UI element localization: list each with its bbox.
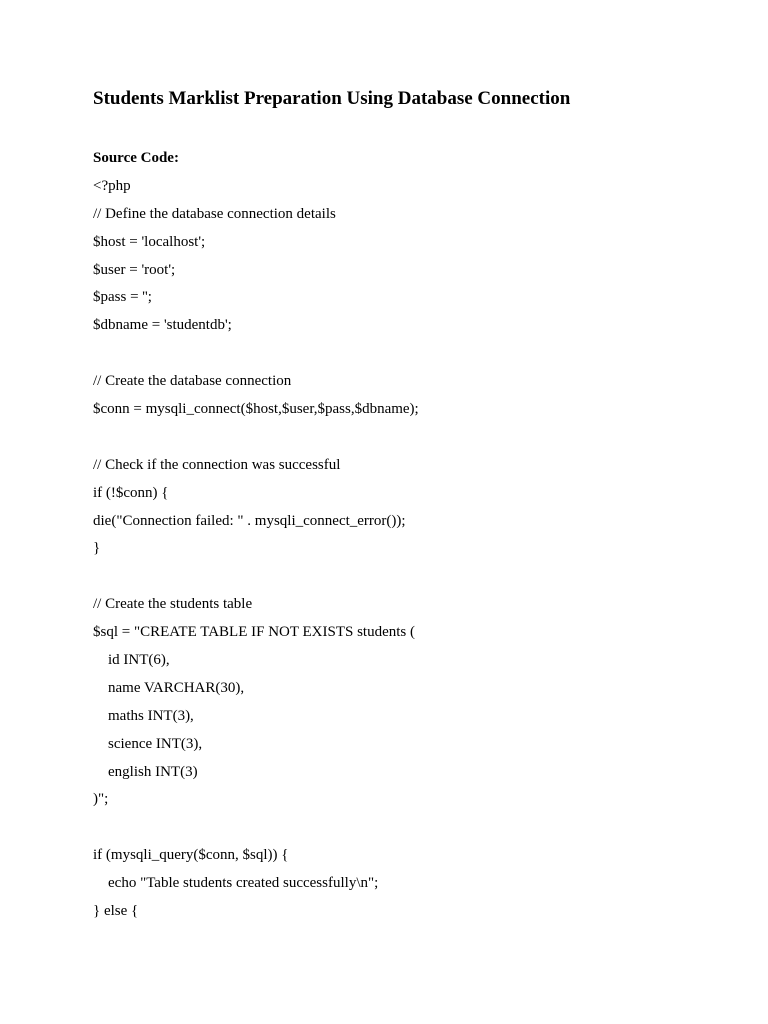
code-line: id INT(6),	[93, 652, 170, 669]
code-line: // Check if the connection was successful	[93, 456, 341, 473]
code-line	[93, 424, 733, 452]
code-line	[93, 814, 733, 842]
code-line: name VARCHAR(30),	[93, 679, 245, 696]
code-line: $conn = mysqli_connect($host,$user,$pass,$dbname);	[93, 401, 419, 418]
code-line: echo "Table students created successfully\n";	[93, 875, 379, 892]
code-line: $sql = "CREATE TABLE IF NOT EXISTS students (	[93, 624, 416, 641]
code-line: $pass = '';	[93, 289, 152, 306]
source-code-block	[93, 145, 733, 926]
code-line: english INT(3)	[93, 763, 198, 780]
code-line: if (!$conn) {	[93, 484, 169, 501]
code-line: $user = 'root';	[93, 261, 176, 278]
code-line: if (mysqli_query($conn, $sql)) {	[93, 847, 289, 864]
code-line: // Define the database connection details	[93, 205, 336, 222]
code-line: }	[93, 540, 101, 557]
code-line: // Create the students table	[93, 596, 253, 613]
code-line: $host = 'localhost';	[93, 233, 206, 250]
code-line: maths INT(3),	[93, 707, 194, 724]
code-line: <?php	[93, 177, 131, 194]
code-line	[93, 563, 733, 591]
code-line: $dbname = 'studentdb';	[93, 317, 232, 334]
code-line: science INT(3),	[93, 735, 203, 752]
code-line: // Create the database connection	[93, 373, 292, 390]
source-code-heading: Source Code:	[93, 150, 179, 166]
code-line: )";	[93, 791, 109, 808]
code-line: die("Connection failed: " . mysqli_connect_error());	[93, 512, 406, 529]
code-line	[93, 340, 733, 368]
code-line: } else {	[93, 903, 139, 920]
document-title: Students Marklist Preparation Using Database Connection	[93, 88, 571, 109]
